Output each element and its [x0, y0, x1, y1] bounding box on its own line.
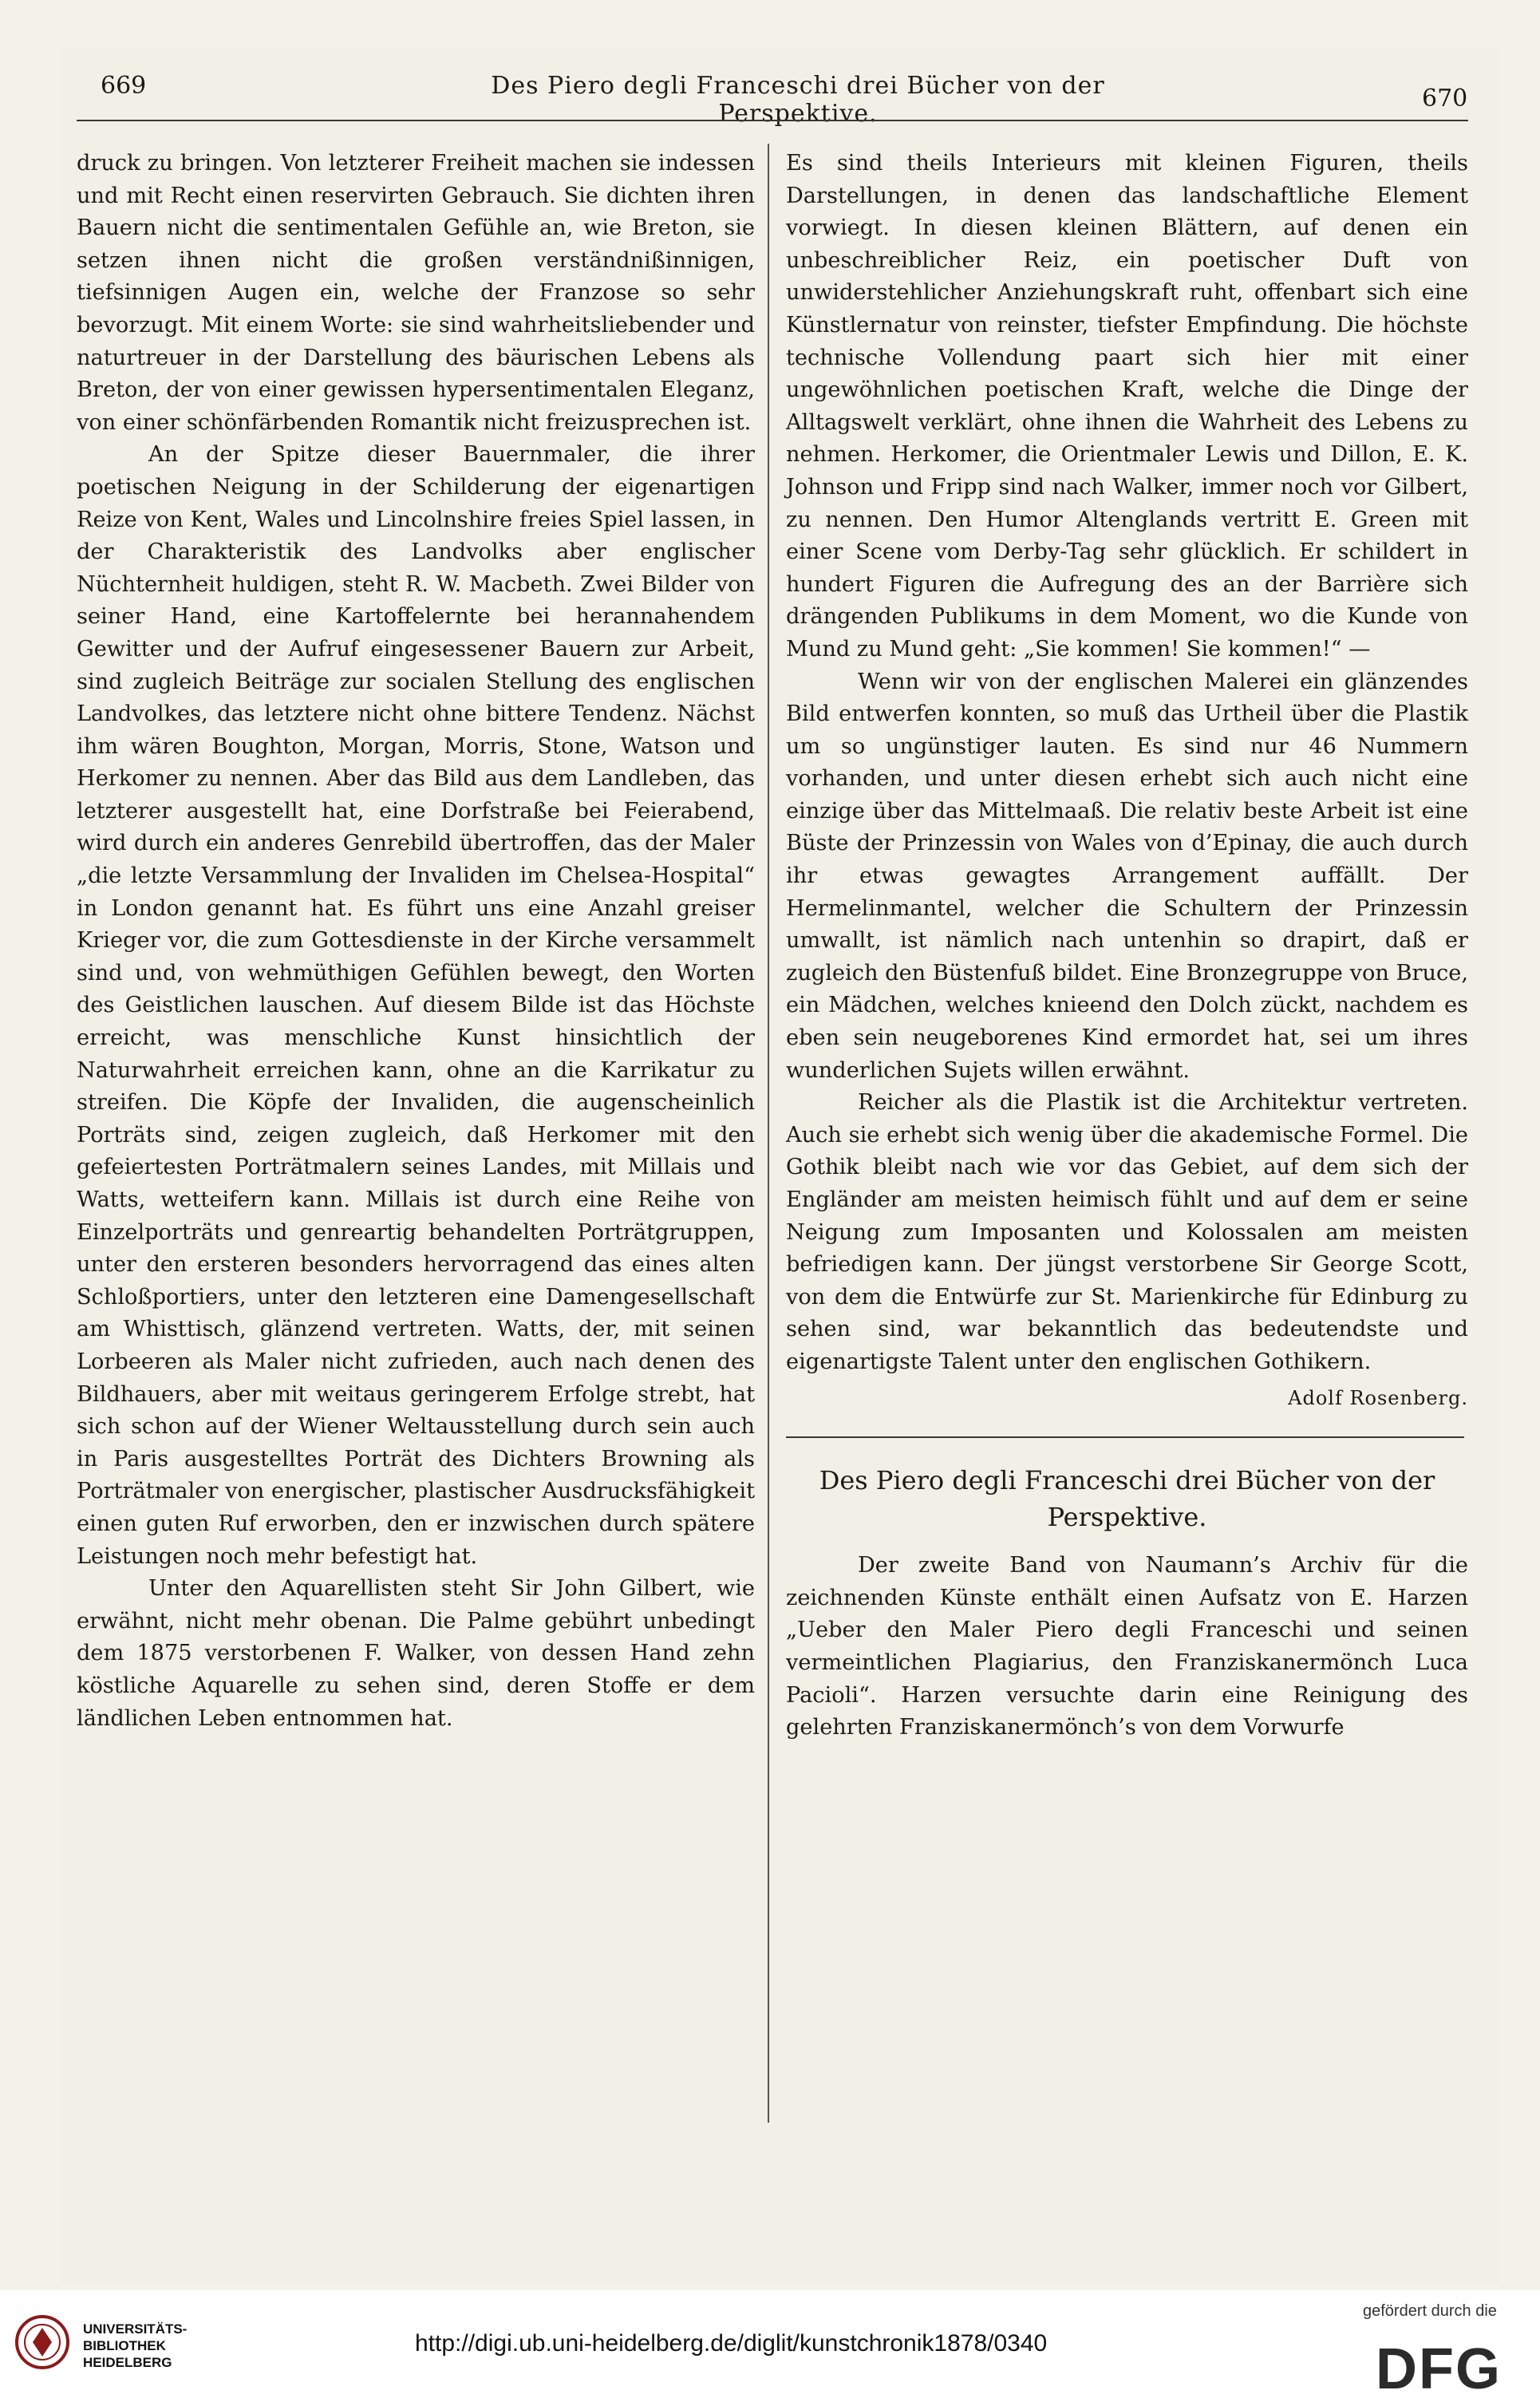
digitization-footer — [0, 2290, 1540, 2406]
page-number-left: 669 — [101, 72, 147, 100]
paragraph: An der Spitze dieser Bauernmaler, die ihrer poetischen Neigung in der Schilderung der eigenartigen Reize von Kent, Wales und Lincolnshire freies Spiel lassen, in der Charakteristik des Landvolks aber englischer Nüchternheit huldigen, steht R. W. Macbeth. Zwei Bilder von seiner Hand, eine Kartoffelernte bei herannahendem Gewitter und der Aufruf eingesessener Bauern zur Arbeit, sind zugleich Beiträge zur socialen Stellung des englischen Landvolkes, das letztere nicht ohne bittere Tendenz. Nächst ihm wären Boughton, Morgan, Morris, Stone, Watson und Herkomer zu nennen. Aber das Bild aus dem Landleben, das letzterer ausgestellt hat, eine Dorfstraße bei Feierabend, wird durch ein anderes Genrebild übertroffen, das der Maler „die letzte Versammlung der Invaliden im Chelsea-Hospital“ in London genannt hat. Es führt uns eine Anzahl greiser Krieger vor, die zum Gottesdienste in der Kirche versammelt sind und, von wehmüthigen Gefühlen bewegt, den Worten des Geistlichen lauschen. Auf diesem Bilde ist das Höchste erreicht, was menschliche Kunst hinsichtlich der Naturwahrheit erreichen kann, ohne an die Karrikatur zu streifen. Die Köpfe der Invaliden, die augenscheinlich Porträts sind, zeigen zugleich, daß Herkomer mit den gefeiertesten Porträtmalern seines Landes, mit Millais und Watts, wetteifern kann. Millais ist durch eine Reihe von Einzelporträts und genreartig behandelten Porträtgruppen, unter den ersteren besonders hervorragend das eines alten Schloßportiers, unter den letzteren eine Damengesellschaft am Whisttisch, glänzend vertreten. Watts, der, mit seinen Lorbeeren als Maler nicht zufrieden, auch nach denen des Bildhauers, aber mit weitaus geringerem Erfolge strebt, hat sich schon auf der Wiener Weltausstellung durch sein auch in Paris ausgestelltes Porträt des Dichters Browning als Porträtmaler von energischer, plastischer Ausdrucksfähigkeit einen guten Ruf erworben, den er inzwischen durch spätere Leistungen noch mehr befestigt hat. — [77, 442, 755, 1569]
university-seal-icon — [14, 2314, 70, 2370]
right-column — [786, 148, 1468, 1744]
author-signature: Adolf Rosenberg. — [1288, 1386, 1468, 1409]
paragraph: Unter den Aquarellisten steht Sir John Gilbert, wie erwähnt, nicht mehr obenan. Die Palme gebührt unbedingt dem 1875 verstorbenen F. Walker, von dessen Hand zehn köstliche Aquarelle zu sehen sind, deren Stoffe er dem ländlichen Leben entnommen hat. — [77, 1576, 755, 1731]
article-separator — [786, 1436, 1464, 1438]
dfg-logo: DFG — [1376, 2337, 1502, 2401]
paragraph: druck zu bringen. Von letzterer Freiheit machen sie indessen und mit Recht einen reservirten Gebrauch. Sie dichten ihren Bauern nicht die sentimentalen Gefühle an, wie Breton, sie setzen ihnen nicht die großen verständnißinnigen, tiefsinnigen Augen ein, welche der Franzose so sehr bevorzugt. Mit einem Worte: sie sind wahrheitsliebender und naturtreuer in der Darstellung des bäurischen Lebens als Breton, der von einer gewissen hypersentimentalen Eleganz, von einer schönfärbenden Romantik nicht freizusprechen ist. — [77, 151, 755, 435]
funding-note: gefördert durch die — [1363, 2302, 1497, 2320]
paragraph: Wenn wir von der englischen Malerei ein glänzendes Bild entwerfen konnten, so muß das Urtheil über die Plastik um so ungünstiger lauten. Es sind nur 46 Nummern vorhanden, und unter diesen erhebt sich auch nicht eine einzige über das Mittelmaaß. Die relativ beste Arbeit ist eine Büste der Prinzessin von Wales von d’Epinay, die auch durch ihr etwas gewagtes Arrangement auffällt. Der Hermelinmantel, welcher die Schultern der Prinzessin umwallt, ist nämlich nach untenhin so drapirt, daß er zugleich den Büstenfuß bildet. Eine Bronzegruppe von Bruce, ein Mädchen, welches knieend den Dolch zückt, nachdem es eben sein neugeborenes Kind ermordet hat, sei um ihres wunderlichen Sujets willen erwähnt. — [786, 669, 1468, 1083]
header-rule — [77, 120, 1468, 121]
article-title: Des Piero degli Franceschi drei Bücher von der Perspektive. — [819, 1465, 1435, 1533]
permalink[interactable]: http://digi.ub.uni-heidelberg.de/diglit/kunstchronik1878/0340 — [415, 2330, 1048, 2357]
paragraph: Der zweite Band von Naumann’s Archiv für die zeichnenden Künste enthält einen Aufsatz von E. Harzen „Ueber den Maler Piero degli Franceschi und seinen vermeintlichen Plagiarius, den Franziskanermönch Luca Pacioli“. Harzen versuchte darin eine Reinigung des gelehrten Franziskanermönch’s von dem Vorwurfe — [786, 1553, 1468, 1740]
paragraph: Reicher als die Plastik ist die Architektur vertreten. Auch sie erhebt sich wenig über die akademische Formel. Die Gothik bleibt nach wie vor das Gebiet, auf dem sich der Engländer am meisten heimisch fühlt und auf dem er seine Neigung zum Imposanten und Kolossalen am meisten befriedigen kann. Der jüngst verstorbene Sir George Scott, von dem die Entwürfe zur St. Marienkirche für Edinburg zu sehen sind, war bekanntlich das bedeutendste und eigenartigste Talent unter den englischen Gothikern. — [786, 1090, 1468, 1374]
page-number-right: 670 — [1422, 85, 1468, 113]
library-name: UNIVERSITÄTS- BIBLIOTHEK HEIDELBERG — [83, 2321, 188, 2370]
paragraph: Es sind theils Interieurs mit kleinen Figuren, theils Darstellungen, in denen das landschaftliche Element vorwiegt. In diesen kleinen Blättern, auf denen ein unbeschreiblicher Reiz, ein poetischer Duft von unwiderstehlicher Anziehungskraft ruht, offenbart sich eine Künstlernatur von reinster, tiefster Empfindung. Die höchste technische Vollendung paart sich hier mit einer ungewöhnlichen poetischen Kraft, welche die Dinge der Alltagswelt verklärt, ohne ihnen die Wahrheit des Lebens zu nehmen. Herkomer, die Orientmaler Lewis und Dillon, E. K. Johnson und Fripp sind nach Walker, immer noch vor Gilbert, zu nennen. Den Humor Altenglands vertritt E. Green mit einer Scene vom Derby-Tag sehr glücklich. Er schildert in hundert Figuren die Aufregung des an der Barrière sich drängenden Publikums in dem Moment, wo die Kunde von Mund zu Mund geht: „Sie kommen! Sie kommen!“ — — [786, 151, 1468, 662]
left-column — [77, 148, 755, 1735]
column-divider — [768, 144, 769, 2123]
running-title: Des Piero degli Franceschi drei Bücher von der Perspektive. — [491, 72, 1105, 128]
